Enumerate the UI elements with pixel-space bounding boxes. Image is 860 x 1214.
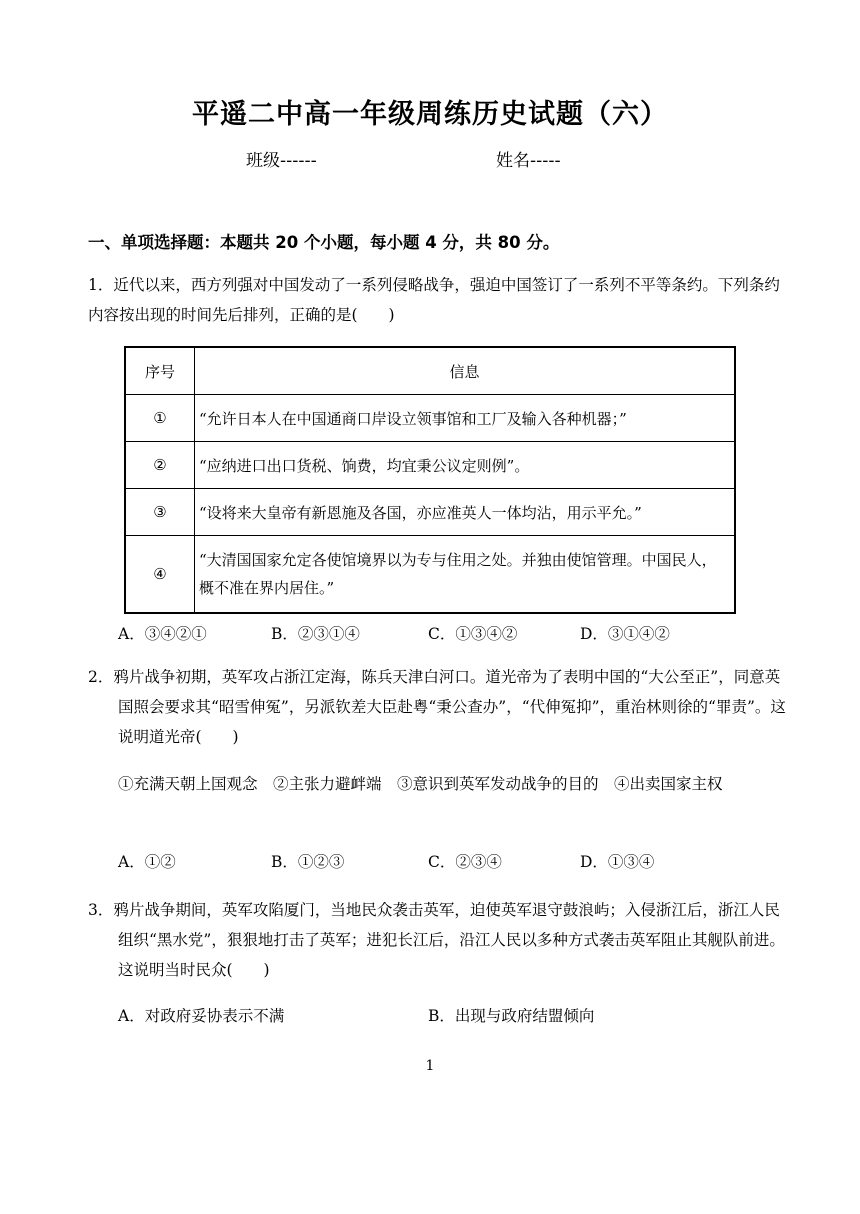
class-field-label: 班级------ bbox=[246, 151, 317, 171]
table-cell-number: ② bbox=[125, 442, 195, 489]
table-row bbox=[125, 536, 735, 614]
question-3-stem bbox=[88, 895, 788, 985]
table-cell-info: “应纳进口出口货税、饷费，均宜秉公议定则例”。 bbox=[195, 442, 736, 489]
name-field-label: 姓名----- bbox=[496, 151, 561, 171]
option-b: B．②③①④ bbox=[271, 625, 360, 643]
page-title: 平遥二中高一年级周练历史试题（六） bbox=[192, 99, 668, 130]
question-2-stem bbox=[88, 662, 788, 752]
question-3-options bbox=[118, 1004, 798, 1028]
table-cell-number: ③ bbox=[125, 489, 195, 536]
table-header-info: 信息 bbox=[195, 347, 736, 395]
option-d: D．①③④ bbox=[580, 853, 655, 871]
question-1-stem: 1．近代以来，西方列强对中国发动了一系列侵略战争，强迫中国签订了一系列不平等条约。下列条约内容按出现的时间先后排列，正确的是( ) bbox=[88, 276, 780, 324]
question-1-options bbox=[118, 622, 798, 646]
table-header-row bbox=[125, 347, 735, 395]
question-1-table bbox=[124, 346, 736, 614]
option-c: C．②③④ bbox=[428, 853, 502, 871]
option-a: A．对政府妥协表示不满 bbox=[118, 1007, 285, 1025]
option-a: A．①② bbox=[118, 853, 176, 871]
option-b: B．出现与政府结盟倾向 bbox=[428, 1007, 595, 1025]
question-2-options bbox=[118, 850, 798, 874]
question-2-text: 2．鸦片战争初期，英军攻占浙江定海，陈兵天津白河口。道光帝为了表明中国的“大公至正”，同意英国照会要求其“昭雪伸冤”，另派钦差大臣赴粤“秉公查办”，“代伸冤抑”，重治林则徐的“罪责”。这说明道光帝( ) bbox=[88, 668, 786, 746]
table-cell-info: “允许日本人在中国通商口岸设立领事馆和工厂及输入各种机器；” bbox=[195, 395, 736, 442]
section-heading: 一、单项选择题：本题共 20 个小题，每小题 4 分，共 80 分。 bbox=[88, 233, 560, 252]
question-3-text: 3．鸦片战争期间，英军攻陷厦门，当地民众袭击英军，迫使英军退守鼓浪屿；入侵浙江后，浙江人民组织“黑水党”，狠狠地打击了英军；进犯长江后，沿江人民以多种方式袭击英军阻止其舰队前进。这说明当时民众( ) bbox=[88, 901, 785, 979]
table-header-number: 序号 bbox=[125, 347, 195, 395]
table-cell-info: “大清国国家允定各使馆境界以为专与住用之处。并独由使馆管理。中国民人，概不准在界内居住。” bbox=[195, 536, 736, 614]
option-d: D．③①④② bbox=[580, 625, 670, 643]
option-c: C．①③④② bbox=[428, 625, 518, 643]
table-row bbox=[125, 442, 735, 489]
table-cell-info: “设将来大皇帝有新恩施及各国，亦应准英人一体均沾，用示平允。” bbox=[195, 489, 736, 536]
question-2-sub-options: ①充满天朝上国观念 ②主张力避衅端 ③意识到英军发动战争的目的 ④出卖国家主权 bbox=[118, 775, 723, 793]
option-b: B．①②③ bbox=[271, 853, 345, 871]
table-cell-number: ① bbox=[125, 395, 195, 442]
table-row bbox=[125, 395, 735, 442]
table-row bbox=[125, 489, 735, 536]
option-a: A．③④②① bbox=[118, 625, 207, 643]
table-cell-number: ④ bbox=[125, 536, 195, 614]
page-number: 1 bbox=[425, 1058, 435, 1074]
